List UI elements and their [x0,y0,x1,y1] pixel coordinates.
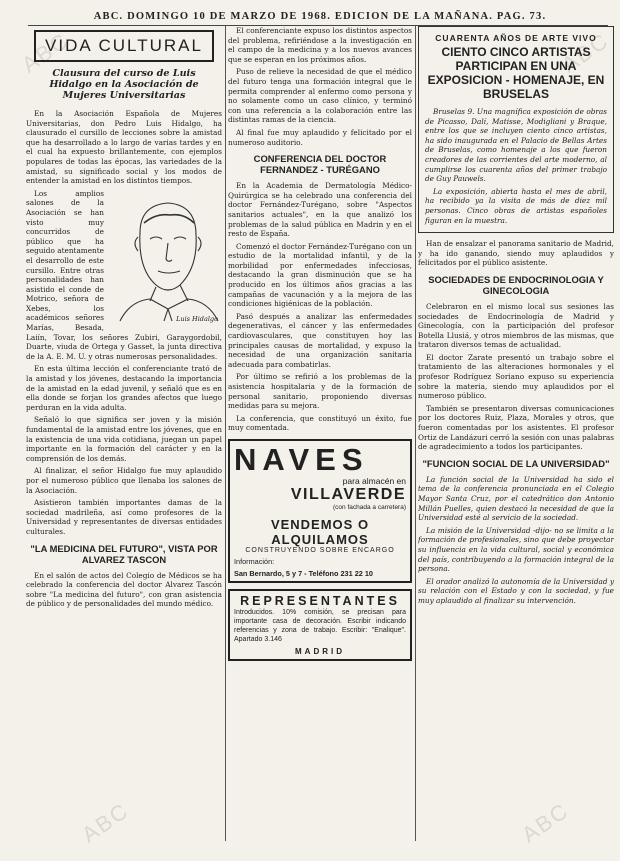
ad-info: Información: [234,556,275,566]
article-paragraph: En esta última lección el conferenciante trató de la amistad y los jóvenes, destacando la importancia de la amistad en la edad juvenil, y señaló que es en ella donde se forjan los grandes afectos que luego perduran en la vida adulta. [26,364,222,412]
article-paragraph: Pasó después a analizar las enfermedades degenerativas, el cáncer y las enfermedades cardiovasculares, que constituyen hoy las principales causas de mortalidad, y expuso la necesidad de una organización sanitaria adecuada para combatirlas. [228,311,412,369]
column-divider [415,26,416,841]
watermark: ABC [557,27,614,78]
ad-place: VILLAVERDE [290,485,406,503]
portrait-figure [110,193,222,323]
box-headline: CIENTO CINCO ARTISTAS PARTICIPAN EN UNA EXPOSICION - HOMENAJE, EN BRUSELAS [427,45,605,101]
article-paragraph: Celebraron en el mismo local sus sesiones las sociedades de Endocrinología de Madrid y Ginecología, con la participación del profesor Botella Llusiá, y otros miembros de las mismas, que trataron diversos temas de actualidad. [418,301,614,350]
ad-title: REPRESENTANTES [240,593,400,608]
ad-subtitle: para almacén en [342,475,406,486]
column-1 [26,26,222,843]
ad-text: Introducidos. 10% comisión, se precisan para importante casa de decoración. Escribir indicando referencias y zona de trabajo. Escribir: "Enalique". Apartado 3.146 [234,608,406,643]
article-paragraph: Al finalizar, el señor Hidalgo fue muy aplaudido por el numeroso público que llenaba los salones de la Asociación. [26,466,222,495]
exhibition-box [418,26,614,233]
page-header: ABC. DOMINGO 10 DE MARZO DE 1968. EDICION DE LA MAÑANA. PAG. 73. [93,11,547,22]
box-paragraph: Bruselas 9. Una magnífica exposición de obras de Picasso, Dalí, Matisse, Modigliani y Braque, entre los que se incluyen ciento cinco artistas, ha sido inaugurada en el Palacio de Bellas Artes de Bruselas, como homenaje a los que fueron creadores de las corrientes del arte moderno, al cumplirse los cuarenta años del primer trabajo de Guy Pauwels. [425,107,607,184]
article-paragraph: Señaló lo que significa ser joven y la misión fundamental de la amistad entre los jóvenes, que en la existencia de una vida cotidiana, juegan un papel importante en la formación del carácter y en la comprensión de los demás. [26,415,222,463]
column-3 [418,26,614,843]
advertisement-representantes [228,589,412,661]
ad-title: NAVES [234,441,369,477]
ad-note: (con fachada a carretera) [333,503,406,511]
portrait-caption: Luis Hidalgo [176,314,218,323]
article-paragraph: También se presentaron diversas comunicaciones por los doctores Ruiz, Plaza, Morales y otros, que fueron comentadas por los asistentes. El profesor Ortiz de Landázuri cerró la sesión con unas palabras de agradecimiento a todos los participantes. [418,403,614,452]
article-paragraph: La misión de la Universidad -dijo- no se limita a la formación de profesionales, sino que debe proyectar su influencia en la vida cultural, social y económica del país, contribuyendo a la formación integral de la persona. [418,525,614,574]
article-paragraph: Han de ensalzar el panorama sanitario de Madrid, y ha ido ganando, siendo muy aplaudidos y felicitados por el público asistente. [418,239,614,268]
portrait-drawing [110,193,222,323]
article-paragraph: Puso de relieve la necesidad de que el médico del futuro tenga una formación integral que le permita comprender al enfermo como persona y no solamente como un caso clínico, y terminó con una referencia a la colaboración entre las distintas ramas de la ciencia. [228,67,412,125]
ad-offer: VENDEMOS O ALQUILAMOS [270,516,370,547]
article-headline: "FUNCION SOCIAL DE LA UNIVERSIDAD" [422,457,610,469]
section-title: VIDA CULTURAL [34,30,214,62]
article-headline: SOCIEDADES DE ENDOCRINOLOGIA Y GINECOLOGIA [428,273,604,296]
ad-build: CONSTRUYENDO SOBRE ENCARGO [245,546,395,554]
article-paragraph: El doctor Zarate presentó un trabajo sobre el tratamiento de las alteraciones hormonales y el profesor Rodríguez Soriano expuso su experiencia sobre la materia, siendo muy aplaudidos por el numeroso público. [418,352,614,401]
ad-city: MADRID [295,646,345,656]
watermark: ABC [517,797,574,848]
article-paragraph: La conferencia, que constituyó un éxito, fue muy comentada. [228,413,412,433]
box-kicker: CUARENTA AÑOS DE ARTE VIVO [435,33,597,43]
article-paragraph: Por último se refirió a los problemas de la asistencia hospitalaria y de la formación de personal sanitario, proponiendo diversas medidas para su mejora. [228,372,412,411]
box-paragraph: La exposición, abierta hasta el mes de abril, ha recibido ya la visita de más de diez mil personas. Cinco obras de artistas españoles figuran en la muestra. [425,186,607,225]
ad-address: San Bernardo, 5 y 7 - Teléfono 231 22 10 [234,568,373,578]
article-paragraph: La función social de la Universidad ha sido el tema de la conferencia pronunciada en el Colegio Mayor Santa Cruz, por el catedrático don Antonio Millán Puelles, quien destacó la necesidad de que la Universidad esté al servicio de la sociedad. [418,474,614,523]
advertisement-naves [228,439,412,583]
article-paragraph: Comenzó el doctor Fernández-Turégano con un estudio de la mortalidad infantil, y de la morbilidad por enfermedades infecciosas, destacando la gran disminución que se ha producido en los últimos años gracias a las campañas de vacunación y a la mejora de las condiciones higiénicas de la población. [228,241,412,309]
watermark: ABC [17,27,74,78]
article-paragraph: Asistieron también importantes damas de la sociedad madrileña, así como profesores de la Universidad y representantes de diversas entidades culturales. [26,498,222,536]
article-headline: "LA MEDICINA DEL FUTURO", VISTA POR ALVAREZ TASCON [30,542,218,565]
article-paragraph: En la Asociación Española de Mujeres Universitarias, don Pedro Luis Hidalgo, ha clausurado el cursillo de lecciones sobre la amistad que ha desarrollado a lo largo de varias tardes y en el cual ha expuesto brillantemente, con ejemplos populares de todas las épocas, las variedades de la amistad, su significado social y los modos de entender la amistad en los distintos tiempos. [26,109,222,186]
article-paragraph: El orador analizó la autonomía de la Universidad y su relación con el Estado y con la sociedad, y fue muy aplaudido al finalizar su intervención. [418,576,614,605]
article-paragraph: En la Academia de Dermatología Médico-Quirúrgica se ha celebrado una conferencia del doctor Fernández-Turégano, sobre "Aspectos sanitarios actuales", en la que analizó los problemas de la salud pública en Madrin y en el resto de España. [228,181,412,239]
article-paragraph: El conferenciante expuso los distintos aspectos del problema, refiriéndose a la investigación en el campo de la medicina y a los nuevos avances que se esperan en los próximos años. [228,26,412,64]
article-paragraph: Los amplios salones de la Asociación se han visto muy concurridos de público que ha seguido atentamente el desarrollo de este cursillo. Entre otras personalidades han asistido el conde de Motrico, señora de Xebes, los académicos señores Marías, Besada, Laiín, Tovar, los señores Zubiri, Garaygordobil, Duarte, viuda de Ortega y Gasset, la junta directiva de la A. E. M. U. y otras numerosas personalidades. [26,188,222,361]
watermark: ABC [77,797,134,848]
article-paragraph: Al final fue muy aplaudido y felicitado por el numeroso auditorio. [228,127,412,147]
article-paragraph: En el salón de actos del Colegio de Médicos se ha celebrado la conferencia del doctor Alvarez Tascón sobre "La medicina del futuro", con gran asistencia de público y de personalidades del mundo médico. [26,570,222,609]
column-2 [228,26,412,843]
article-headline: Clausura del curso de Luis Hidalgo en la Asociación de Mujeres Universitarias [49,68,199,101]
column-divider [225,26,226,841]
article-headline: CONFERENCIA DEL DOCTOR FERNANDEZ - TURÉGANO [253,153,387,176]
